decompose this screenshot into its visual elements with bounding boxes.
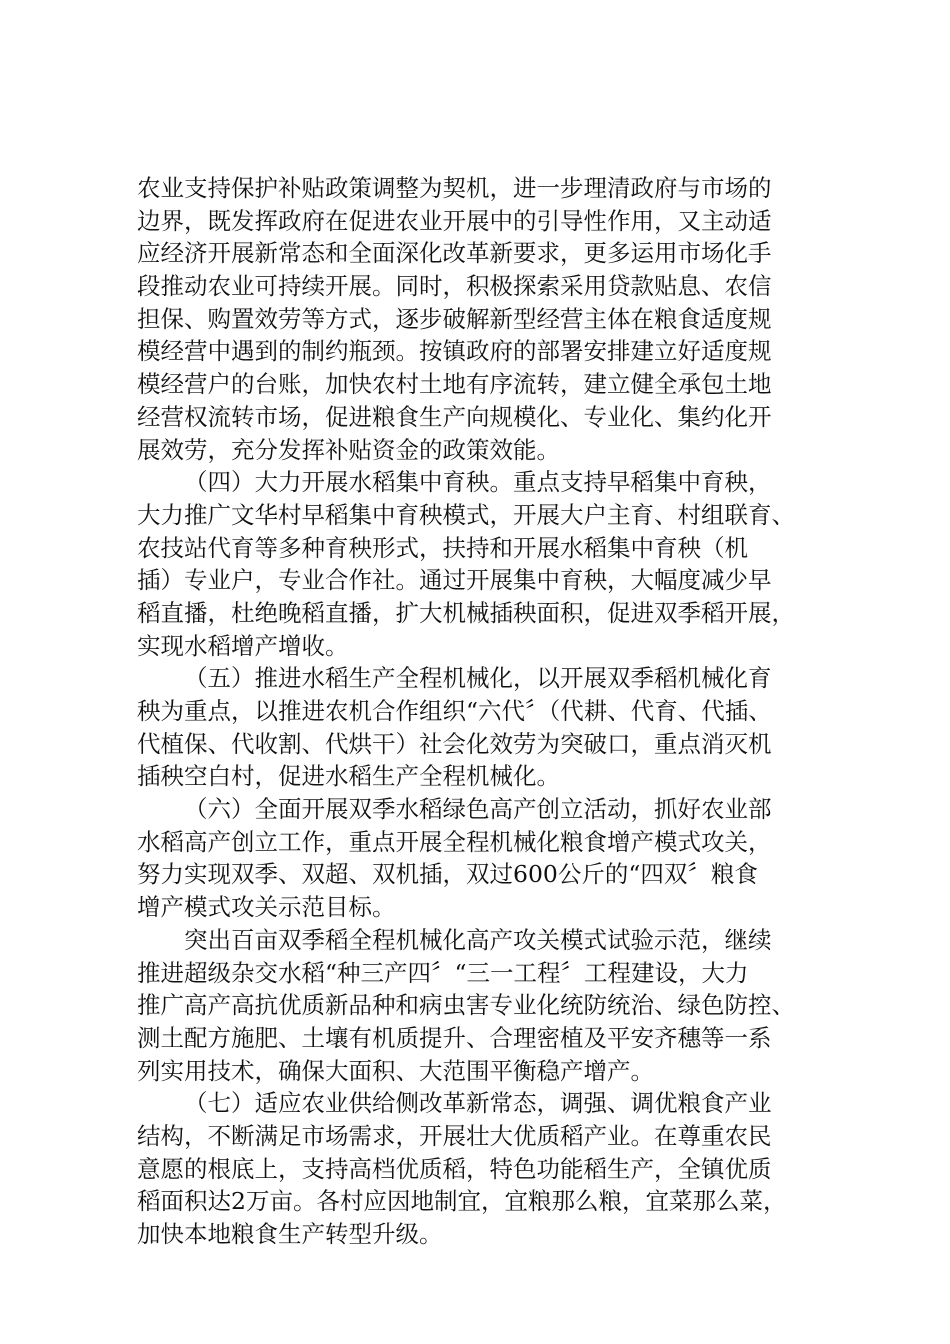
text-line: 稻直播，杜绝晚稻直播，扩大机械插秧面积，促进双季稻开展，	[137, 598, 795, 627]
paragraph-first-line: （七）适应农业供给侧改革新常态，调强、调优粮食产业	[184, 1089, 772, 1118]
text-line: 秧为重点，以推进农机合作组织“六代〞（代耕、代育、代插、	[137, 697, 772, 725]
text-line: 插秧空白村，促进水稻生产全程机械化。	[137, 762, 560, 791]
text-line: 推进超级杂交水稻“种三产四〞“三一工程〞工程建设，大力	[137, 958, 749, 987]
text-line: 意愿的根底上，支持高档优质稻，特色功能稻生产，全镇优质	[137, 1154, 772, 1183]
text-line: 大力推广文华村早稻集中育秧模式，开展大户主育、村组联育、	[137, 500, 795, 529]
text-line: 模经营中遇到的制约瓶颈。按镇政府的部署安排建立好适度规	[137, 337, 772, 366]
text-line: 农业支持保护补贴政策调整为契机，进一步理清政府与市场的	[137, 174, 772, 202]
text-line: 农技站代育等多种育秧形式，扶持和开展水稻集中育秧（机	[137, 533, 748, 562]
text-line: 代植保、代收割、代烘干）社会化效劳为突破口，重点消灭机	[137, 729, 772, 758]
text-line: 实现水稻增产增收。	[137, 631, 349, 660]
text-line: 水稻高产创立工作，重点开展全程机械化粮食增产模式攻关，	[137, 827, 772, 856]
text-line: 加快本地粮食生产转型升级。	[137, 1220, 443, 1248]
text-line: 增产模式攻关示范目标。	[137, 893, 396, 922]
text-line: 经营权流转市场，促进粮食生产向规模化、专业化、集约化开	[137, 402, 772, 431]
text-line: 担保、购置效劳等方式，逐步破解新型经营主体在粮食适度规	[137, 304, 772, 333]
paragraph-first-line: （五）推进水稻生产全程机械化，以开展双季稻机械化育	[184, 664, 772, 693]
text-line: 稻面积达2万亩。各村应因地制宜，宜粮那么粮，宜菜那么菜，	[137, 1187, 787, 1216]
text-line: 展效劳，充分发挥补贴资金的政策效能。	[137, 435, 560, 464]
text-line: 模经营户的台账，加快农村土地有序流转，建立健全承包土地	[137, 370, 772, 399]
text-line: 推广高产高抗优质新品种和病虫害专业化统防统治、绿色防控、	[137, 991, 795, 1020]
text-line: 结构，不断满足市场需求，开展壮大优质稻产业。在尊重农民	[137, 1121, 772, 1150]
text-line: 列实用技术，确保大面积、大范围平衡稳产增产。	[137, 1056, 654, 1085]
paragraph-first-line: （六）全面开展双季水稻绿色高产创立活动，抓好农业部	[184, 795, 772, 824]
paragraph-first-line: 突出百亩双季稻全程机械化高产攻关模式试验示范，继续	[184, 925, 772, 954]
text-line: 插）专业户，专业合作社。通过开展集中育秧，大幅度减少早	[137, 566, 772, 595]
text-line: 段推动农业可持续开展。同时，积极探索采用贷款贴息、农信	[137, 272, 772, 301]
text-line: 应经济开展新常态和全面深化改革新要求，更多运用市场化手	[137, 239, 772, 268]
text-line: 努力实现双季、双超、双机插，双过600公斤的“四双〞粮食	[137, 860, 758, 889]
paragraph-first-line: （四）大力开展水稻集中育秧。重点支持早稻集中育秧，	[184, 468, 772, 497]
document-body	[137, 172, 837, 1251]
text-line: 边界，既发挥政府在促进农业开展中的引导性作用，又主动适	[137, 206, 772, 235]
text-line: 测土配方施肥、土壤有机质提升、合理密植及平安齐穗等一系	[137, 1023, 772, 1052]
